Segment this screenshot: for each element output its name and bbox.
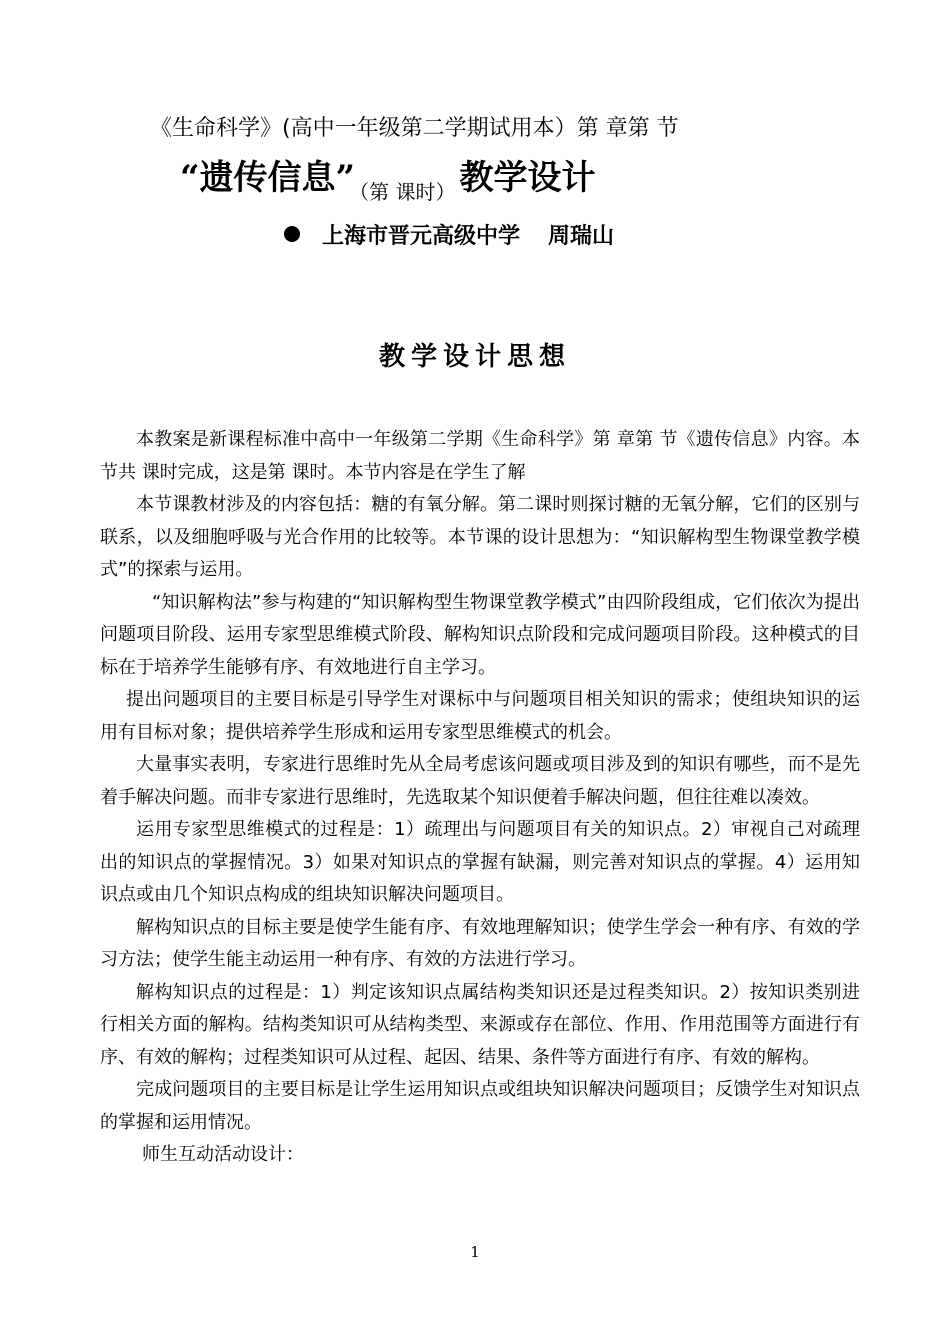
author-name: 周瑞山 — [548, 223, 615, 249]
title-main: “遗传信息” — [180, 158, 356, 198]
bullet-icon — [284, 226, 300, 242]
paragraph: 解构知识点的目标主要是使学生能有序、有效地理解知识；使学生学会一种有序、有效的学习方法；使学生能主动运用一种有序、有效的方法进行学习。 — [100, 916, 860, 970]
paragraph: 本节课教材涉及的内容包括：糖的有氧分解。第二课时则探讨糖的无氧分解，它们的区别与联系，以及细胞呼吸与光合作用的比较等。本节课的设计思想为：“知识解构型生物课堂教学模式”的探索与运用。 — [100, 494, 860, 580]
author-school: 上海市晋元高级中学 — [322, 223, 521, 249]
page-number: 1 — [470, 1243, 480, 1261]
title-lesson: （第 课时） — [359, 180, 456, 204]
document-title — [180, 150, 800, 204]
author-line — [284, 220, 704, 252]
header-line: 《生命科学》(高中一年级第二学期试用本）第 章第 节 — [150, 116, 679, 141]
paragraph: 大量事实表明，专家进行思维时先从全局考虑该问题或项目涉及到的知识有哪些，而不是先着手解决问题。而非专家进行思维时，先选取某个知识便着手解决问题，但往往难以凑效。 — [100, 754, 860, 808]
title-tail: 教学设计 — [459, 158, 596, 198]
body-text — [100, 424, 860, 1172]
paragraph: 师生互动活动设计： — [142, 1144, 304, 1165]
paragraph: “知识解构法”参与构建的“知识解构型生物课堂教学模式”由四阶段组成，它们依次为提出问题项目阶段、运用专家型思维模式阶段、解构知识点阶段和完成问题项目阶段。这种模式的目标在于培养学生能够有序、有效地进行自主学习。 — [100, 591, 860, 678]
paragraph: 提出问题项目的主要目标是引导学生对课标中与问题项目相关知识的需求；使组块知识的运用有目标对象；提供培养学生形成和运用专家型思维模式的机会。 — [100, 689, 860, 743]
paragraph: 运用专家型思维模式的过程是：1）疏理出与问题项目有关的知识点。2）审视自己对疏理出的知识点的掌握情况。3）如果对知识点的掌握有缺漏，则完善对知识点的掌握。4）运用知识点或由几个知识点构成的组块知识解决问题项目。 — [100, 819, 860, 905]
paragraph: 本教案是新课程标准中高中一年级第二学期《生命科学》第 章第 节《遗传信息》内容。本节共 课时完成，这是第 课时。本节内容是在学生了解 — [100, 429, 860, 483]
paragraph: 解构知识点的过程是：1）判定该知识点属结构类知识还是过程类知识。2）按知识类别进行相关方面的解构。结构类知识可从结构类型、来源或存在部位、作用、作用范围等方面进行有序、有效的解构；过程类知识可从过程、起因、结果、条件等方面进行有序、有效的解构。 — [100, 981, 860, 1068]
section-title: 教学设计思想 — [378, 342, 571, 372]
paragraph: 完成问题项目的主要目标是让学生运用知识点或组块知识解决问题项目；反馈学生对知识点的掌握和运用情况。 — [100, 1079, 860, 1133]
